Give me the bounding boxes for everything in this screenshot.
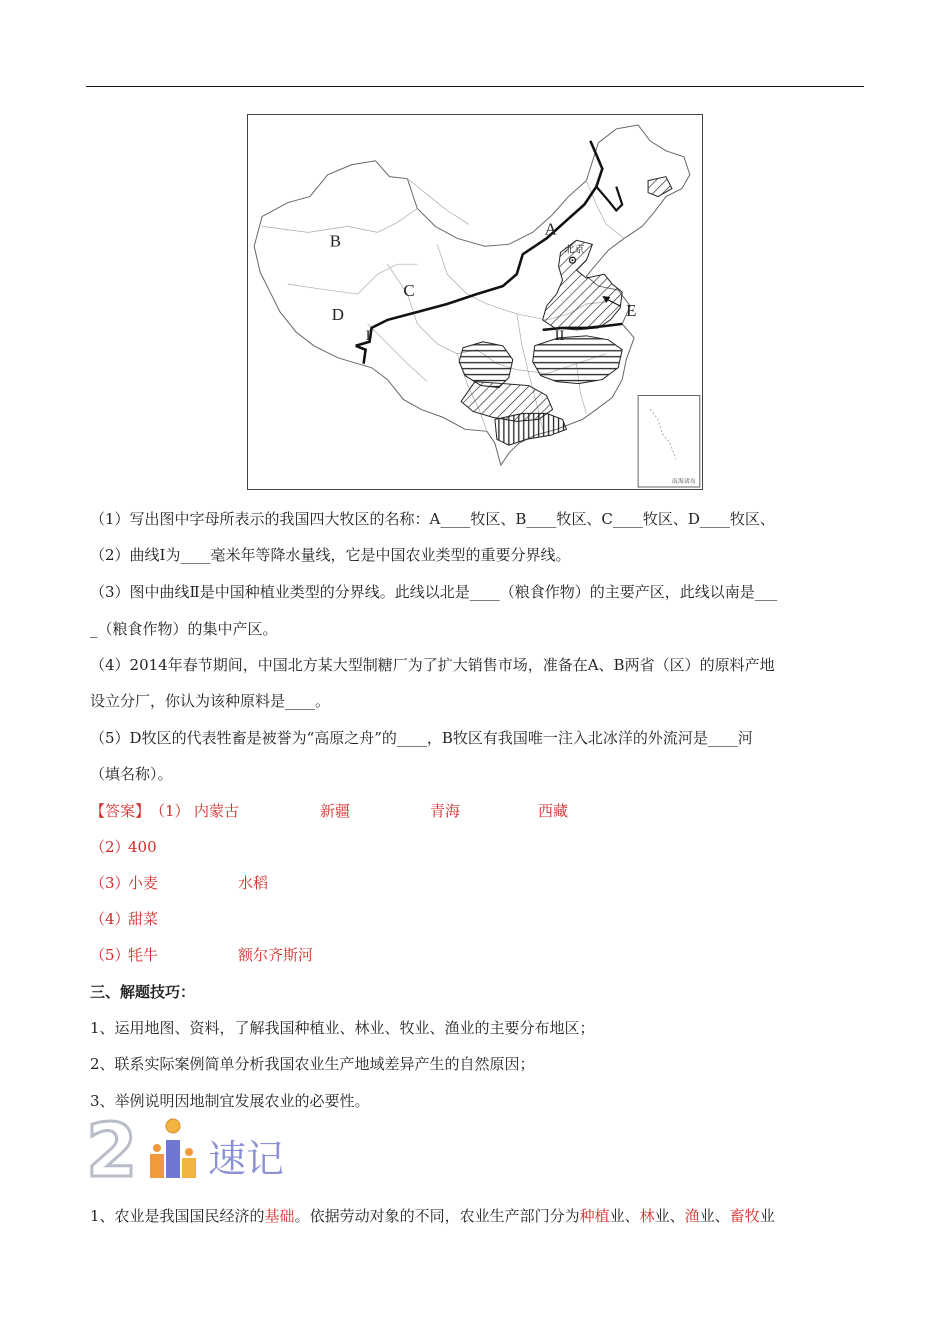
map-label-beijing: 北京 [564, 244, 585, 256]
podium-icon [150, 1119, 196, 1178]
logo-title: 速记 [208, 1137, 285, 1181]
answer-3-value-north: 小麦 [128, 874, 159, 892]
region-yangtze [533, 336, 623, 384]
map-label-e: E [626, 300, 637, 320]
map-label-ii: II [554, 327, 565, 344]
section-3-item-1: 1、运用地图、资料，了解我国种植业、林业、牧业、渔业的主要分布地区； [90, 1019, 595, 1037]
question-4-line-2: 设立分厂，你认为该种原料是____。 [90, 692, 331, 710]
logo-svg [88, 1112, 318, 1184]
answer-1-value-d: 西藏 [538, 802, 569, 820]
map-label-d: D [331, 304, 344, 324]
region-sichuan [459, 342, 513, 388]
answer-4-num: （4） [90, 910, 130, 928]
answer-1-value-a: 内蒙古 [194, 802, 240, 820]
map-label-i: I [365, 327, 371, 344]
answer-1-num: （1） [150, 802, 190, 820]
beijing-dot-center [571, 259, 573, 261]
south-china-sea-inset [638, 396, 700, 488]
region-south-coast [495, 413, 567, 445]
map-label-a: A [544, 219, 557, 239]
map-label-inset: 南海诸岛 [671, 478, 696, 486]
curve-a-loop [596, 187, 622, 211]
answer-4-value: 甜菜 [128, 910, 159, 928]
answer-5-num: （5） [90, 946, 130, 964]
answer-5-value-river: 额尔齐斯河 [238, 946, 314, 964]
logo-number: 2 [88, 1112, 138, 1184]
keyword-foundation: 基础 [264, 1207, 295, 1225]
header-rule [86, 86, 864, 87]
summary-sep-1: 业、 [609, 1207, 640, 1225]
keyword-husbandry: 畜牧 [729, 1207, 760, 1225]
summary-sep-2: 业、 [654, 1207, 685, 1225]
summary-mid: 。依据劳动对象的不同，农业生产部门分为 [294, 1207, 580, 1225]
answer-tag: 【答案】 [90, 802, 151, 820]
answer-1-value-b: 新疆 [320, 802, 351, 820]
keyword-fishery: 渔 [684, 1207, 700, 1225]
map-label-b: B [329, 231, 342, 251]
summary-sep-3: 业、 [699, 1207, 730, 1225]
question-1: （1）写出图中字母所表示的我国四大牧区的名称：A____牧区、B____牧区、C____牧区、D____牧区、 [90, 510, 775, 528]
answer-2-num: （2） [90, 838, 130, 856]
section-3-item-2: 2、联系实际案例简单分析我国农业生产地域差异产生的自然原因； [90, 1055, 535, 1073]
answer-3-num: （3） [90, 874, 130, 892]
question-5-line-1: （5）D牧区的代表牲畜是被誉为“高原之舟”的____，B牧区有我国唯一注入北冰洋的外流河是____河 [90, 729, 753, 747]
keyword-forestry: 林 [639, 1207, 655, 1225]
keyword-planting: 种植 [579, 1207, 610, 1225]
answer-1-value-c: 青海 [430, 802, 461, 820]
question-2: （2）曲线Ⅰ为____毫米年等降水量线，它是中国农业类型的重要分界线。 [90, 546, 571, 564]
section-3-title: 三、解题技巧： [90, 983, 196, 1001]
summary-line-1 [90, 1206, 775, 1226]
answer-3-value-south: 水稻 [238, 874, 269, 892]
question-3-line-1: （3）图中曲线Ⅱ是中国种植业类型的分界线。此线以北是____（粮食作物）的主要产区，此线以南是___ [90, 583, 778, 601]
quick-notes-logo [88, 1112, 318, 1184]
answer-5-value-livestock: 牦牛 [128, 946, 159, 964]
question-3-line-2: _（粮食作物）的集中产区。 [90, 620, 278, 638]
china-agriculture-map [247, 114, 703, 490]
question-5-line-2: （填名称）。 [90, 765, 173, 783]
question-4-line-1: （4）2014年春节期间，中国北方某大型制糖厂为了扩大销售市场，准备在A、B两省（区）的原料产地 [90, 656, 775, 674]
summary-prefix: 1、农业是我国国民经济的 [90, 1207, 265, 1225]
summary-sep-4: 业 [759, 1207, 775, 1225]
answer-2-value: 400 [128, 838, 157, 856]
curve-i-tail [356, 346, 366, 364]
region-northeast-small [648, 177, 672, 197]
map-svg [248, 115, 702, 489]
section-3-item-3: 3、举例说明因地制宜发展农业的必要性。 [90, 1092, 370, 1110]
map-label-c: C [403, 281, 415, 301]
